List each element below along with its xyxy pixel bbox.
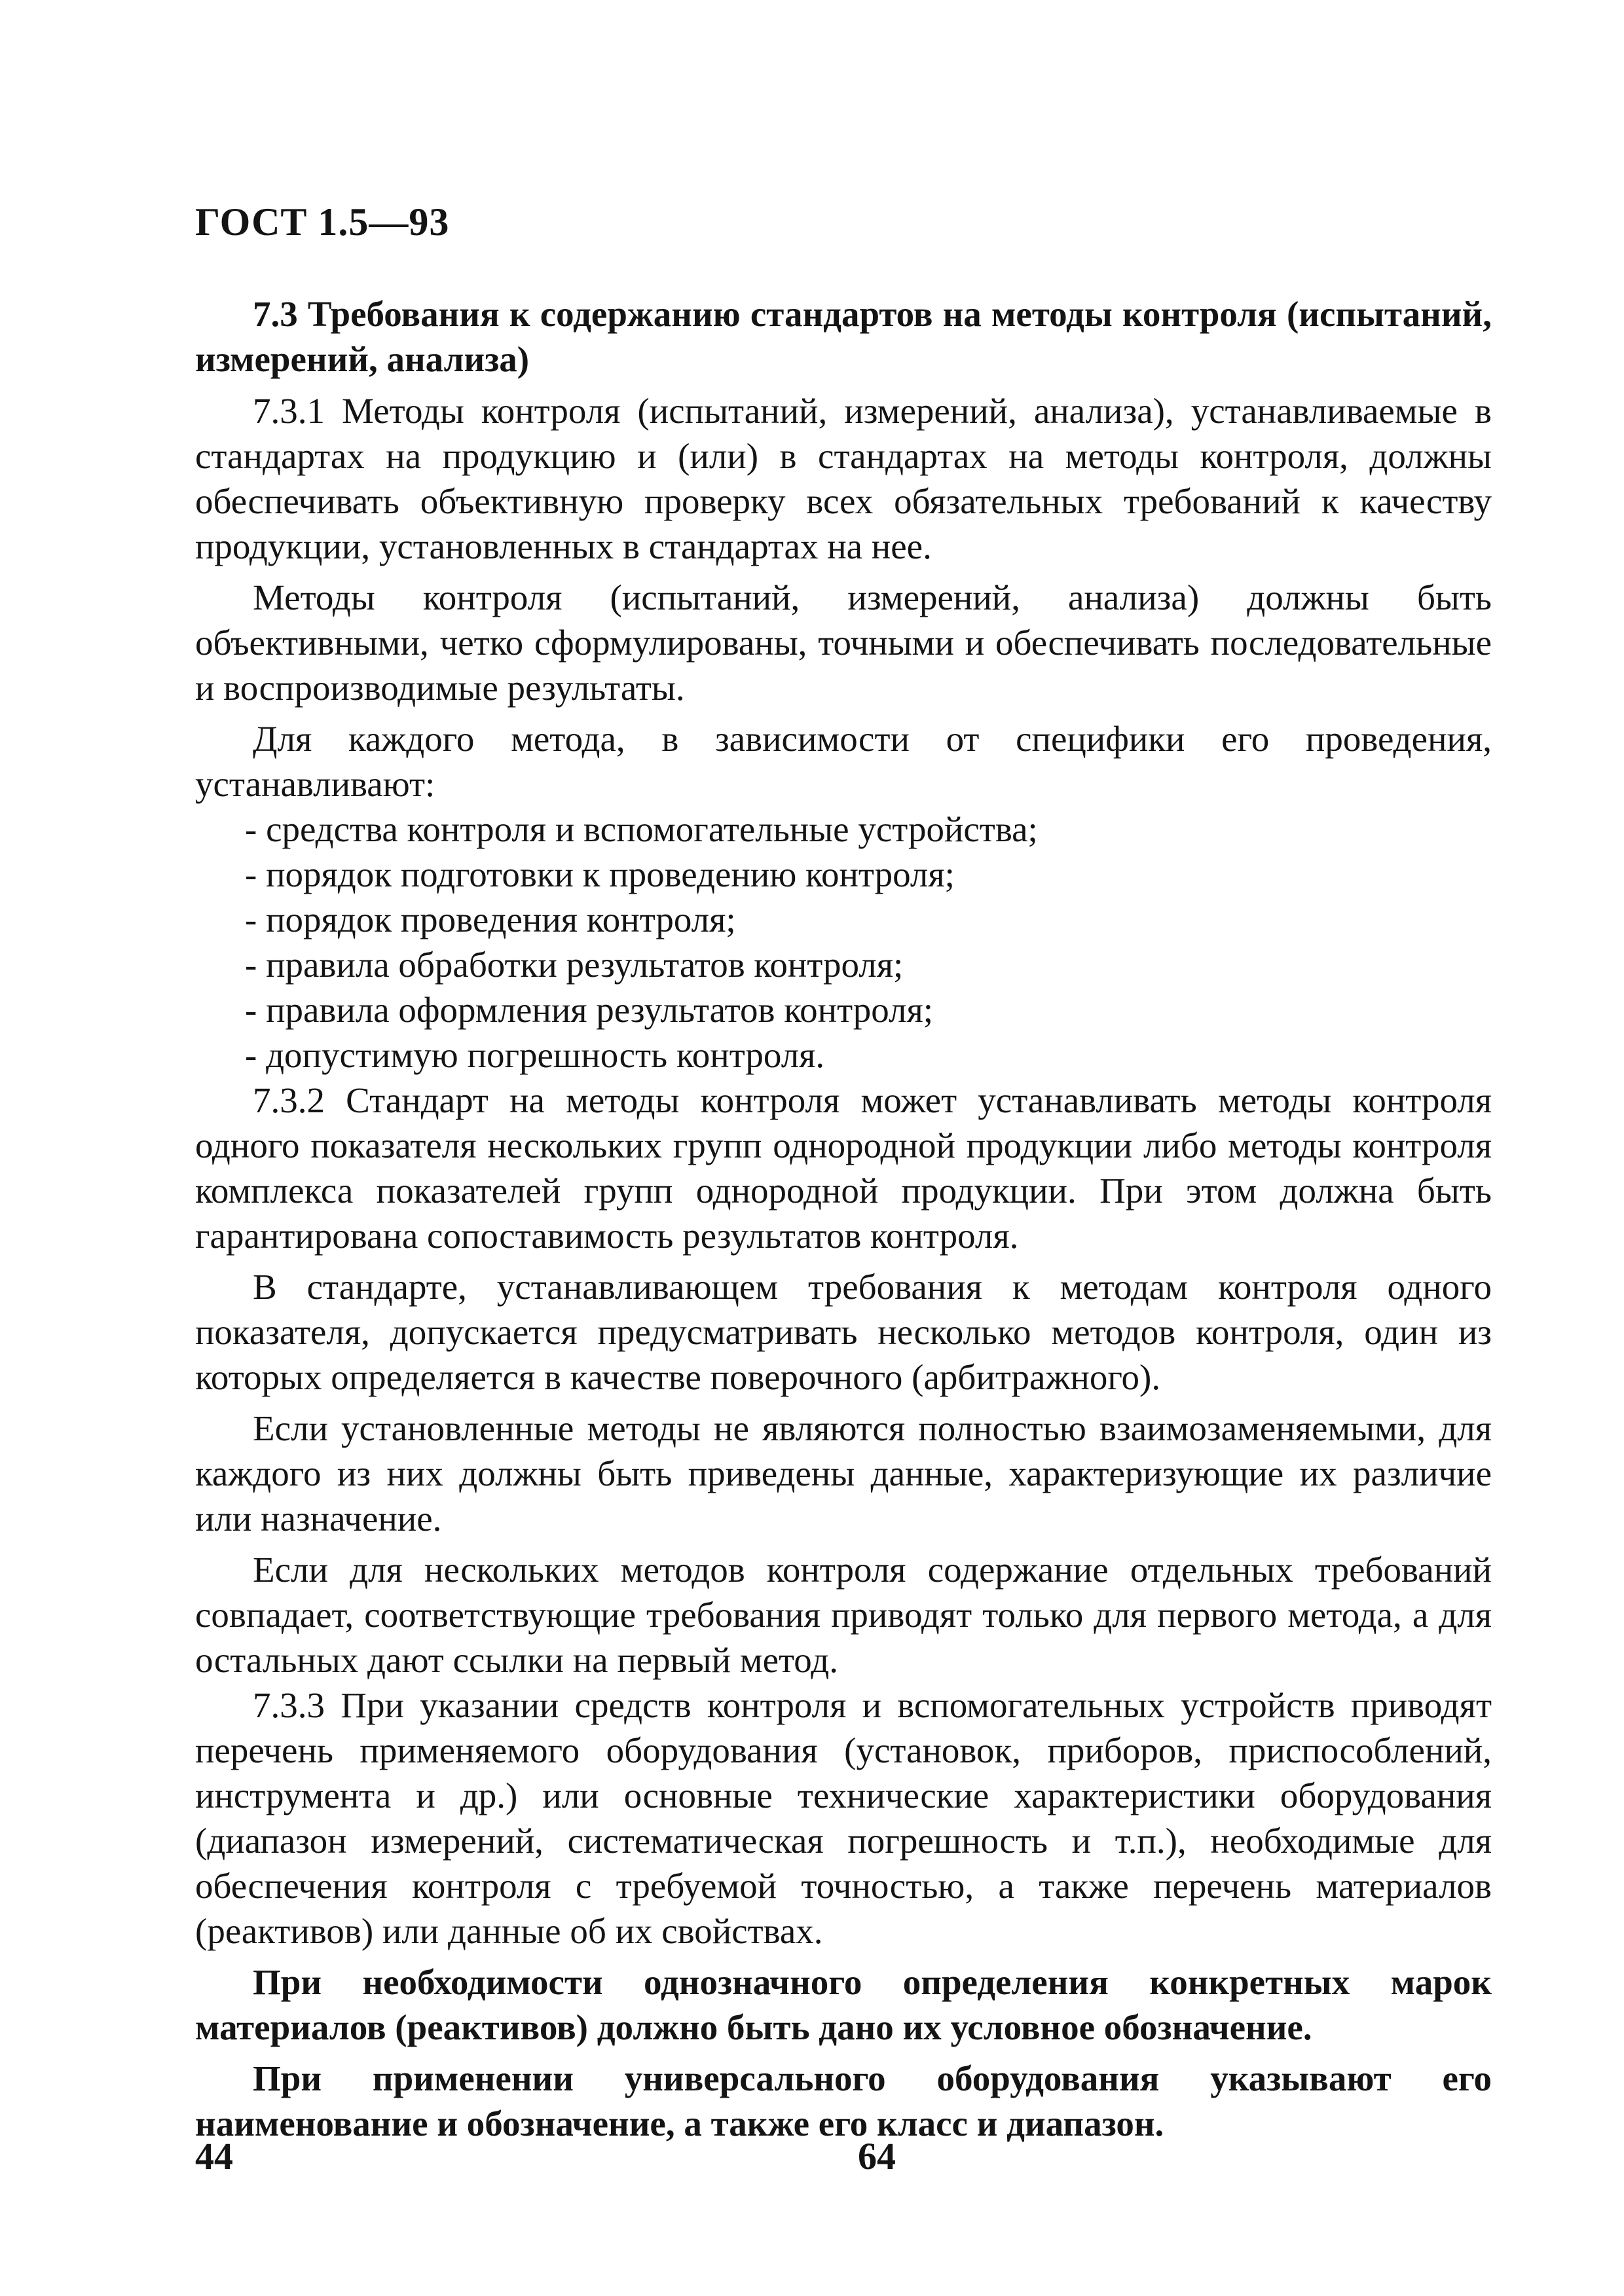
- page-number: 44: [195, 2135, 233, 2178]
- paragraph: Если для нескольких методов контроля содержание отдельных требований совпадает, соответствующие требования приводят только для первого метода, а для остальных дают ссылки на первый метод.: [195, 1550, 1492, 1680]
- paragraph: При применении универсального оборудования указывают его наименование и обозначение, а также его класс и диапазон.: [195, 2058, 1492, 2143]
- paragraph: В стандарте, устанавливающем требования к методам контроля одного показателя, допускается предусматривать несколько методов контроля, один из которых определяется в качестве поверочного (арбитражного).: [195, 1267, 1492, 1397]
- paragraph: Методы контроля (испытаний, измерений, анализа) должны быть объективными, четко сформулированы, точными и обеспечивать последовательные и воспроизводимые результаты.: [195, 577, 1492, 708]
- list-item: - допустимую погрешность контроля.: [245, 1035, 825, 1075]
- requirements-list: [195, 807, 1492, 1078]
- paragraph: Для каждого метода, в зависимости от специфики его проведения, устанавливают:: [195, 719, 1492, 804]
- paragraph-7-3-1: 7.3.1 Методы контроля (испытаний, измерений, анализа), устанавливаемые в стандартах на продукцию и (или) в стандартах на методы контроля, должны обеспечивать объективную проверку всех обязательных требований к качеству продукции, установленных в стандартах на нее.: [195, 391, 1492, 566]
- section-title: 7.3 Требования к содержанию стандартов на методы контроля (испытаний, измерений, анализа): [195, 294, 1492, 379]
- paragraph: Если установленные методы не являются полностью взаимозаменяемыми, для каждого из них должны быть приведены данные, характеризующие их различие или назначение.: [195, 1408, 1492, 1539]
- list-item: - порядок проведения контроля;: [245, 900, 736, 939]
- list-item: - средства контроля и вспомогательные устройства;: [245, 809, 1038, 849]
- document-body: [195, 291, 1492, 2146]
- sheet-number: 64: [858, 2135, 896, 2178]
- paragraph-7-3-3: 7.3.3 При указании средств контроля и вспомогательных устройств приводят перечень применяемого оборудования (установок, приборов, приспособлений, инструмента и др.) или основные технические характеристики оборудования (диапазон измерений, систематическая погрешность и т.п.), необходимые для обеспечения контроля с требуемой точностью, а также перечень материалов (реактивов) или данные об их свойствах.: [195, 1685, 1492, 1951]
- list-item: - правила оформления результатов контроля;: [245, 990, 934, 1030]
- paragraph: При необходимости однозначного определения конкретных марок материалов (реактивов) должно быть дано их условное обозначение.: [195, 1962, 1492, 2047]
- paragraph-7-3-2: 7.3.2 Стандарт на методы контроля может устанавливать методы контроля одного показателя нескольких групп однородной продукции либо методы контроля комплекса показателей групп однородной продукции. При этом должна быть гарантирована сопоставимость результатов контроля.: [195, 1080, 1492, 1256]
- list-item: - порядок подготовки к проведению контроля;: [245, 854, 955, 894]
- list-item: - правила обработки результатов контроля;: [245, 945, 904, 985]
- standard-header: ГОСТ 1.5—93: [195, 200, 450, 244]
